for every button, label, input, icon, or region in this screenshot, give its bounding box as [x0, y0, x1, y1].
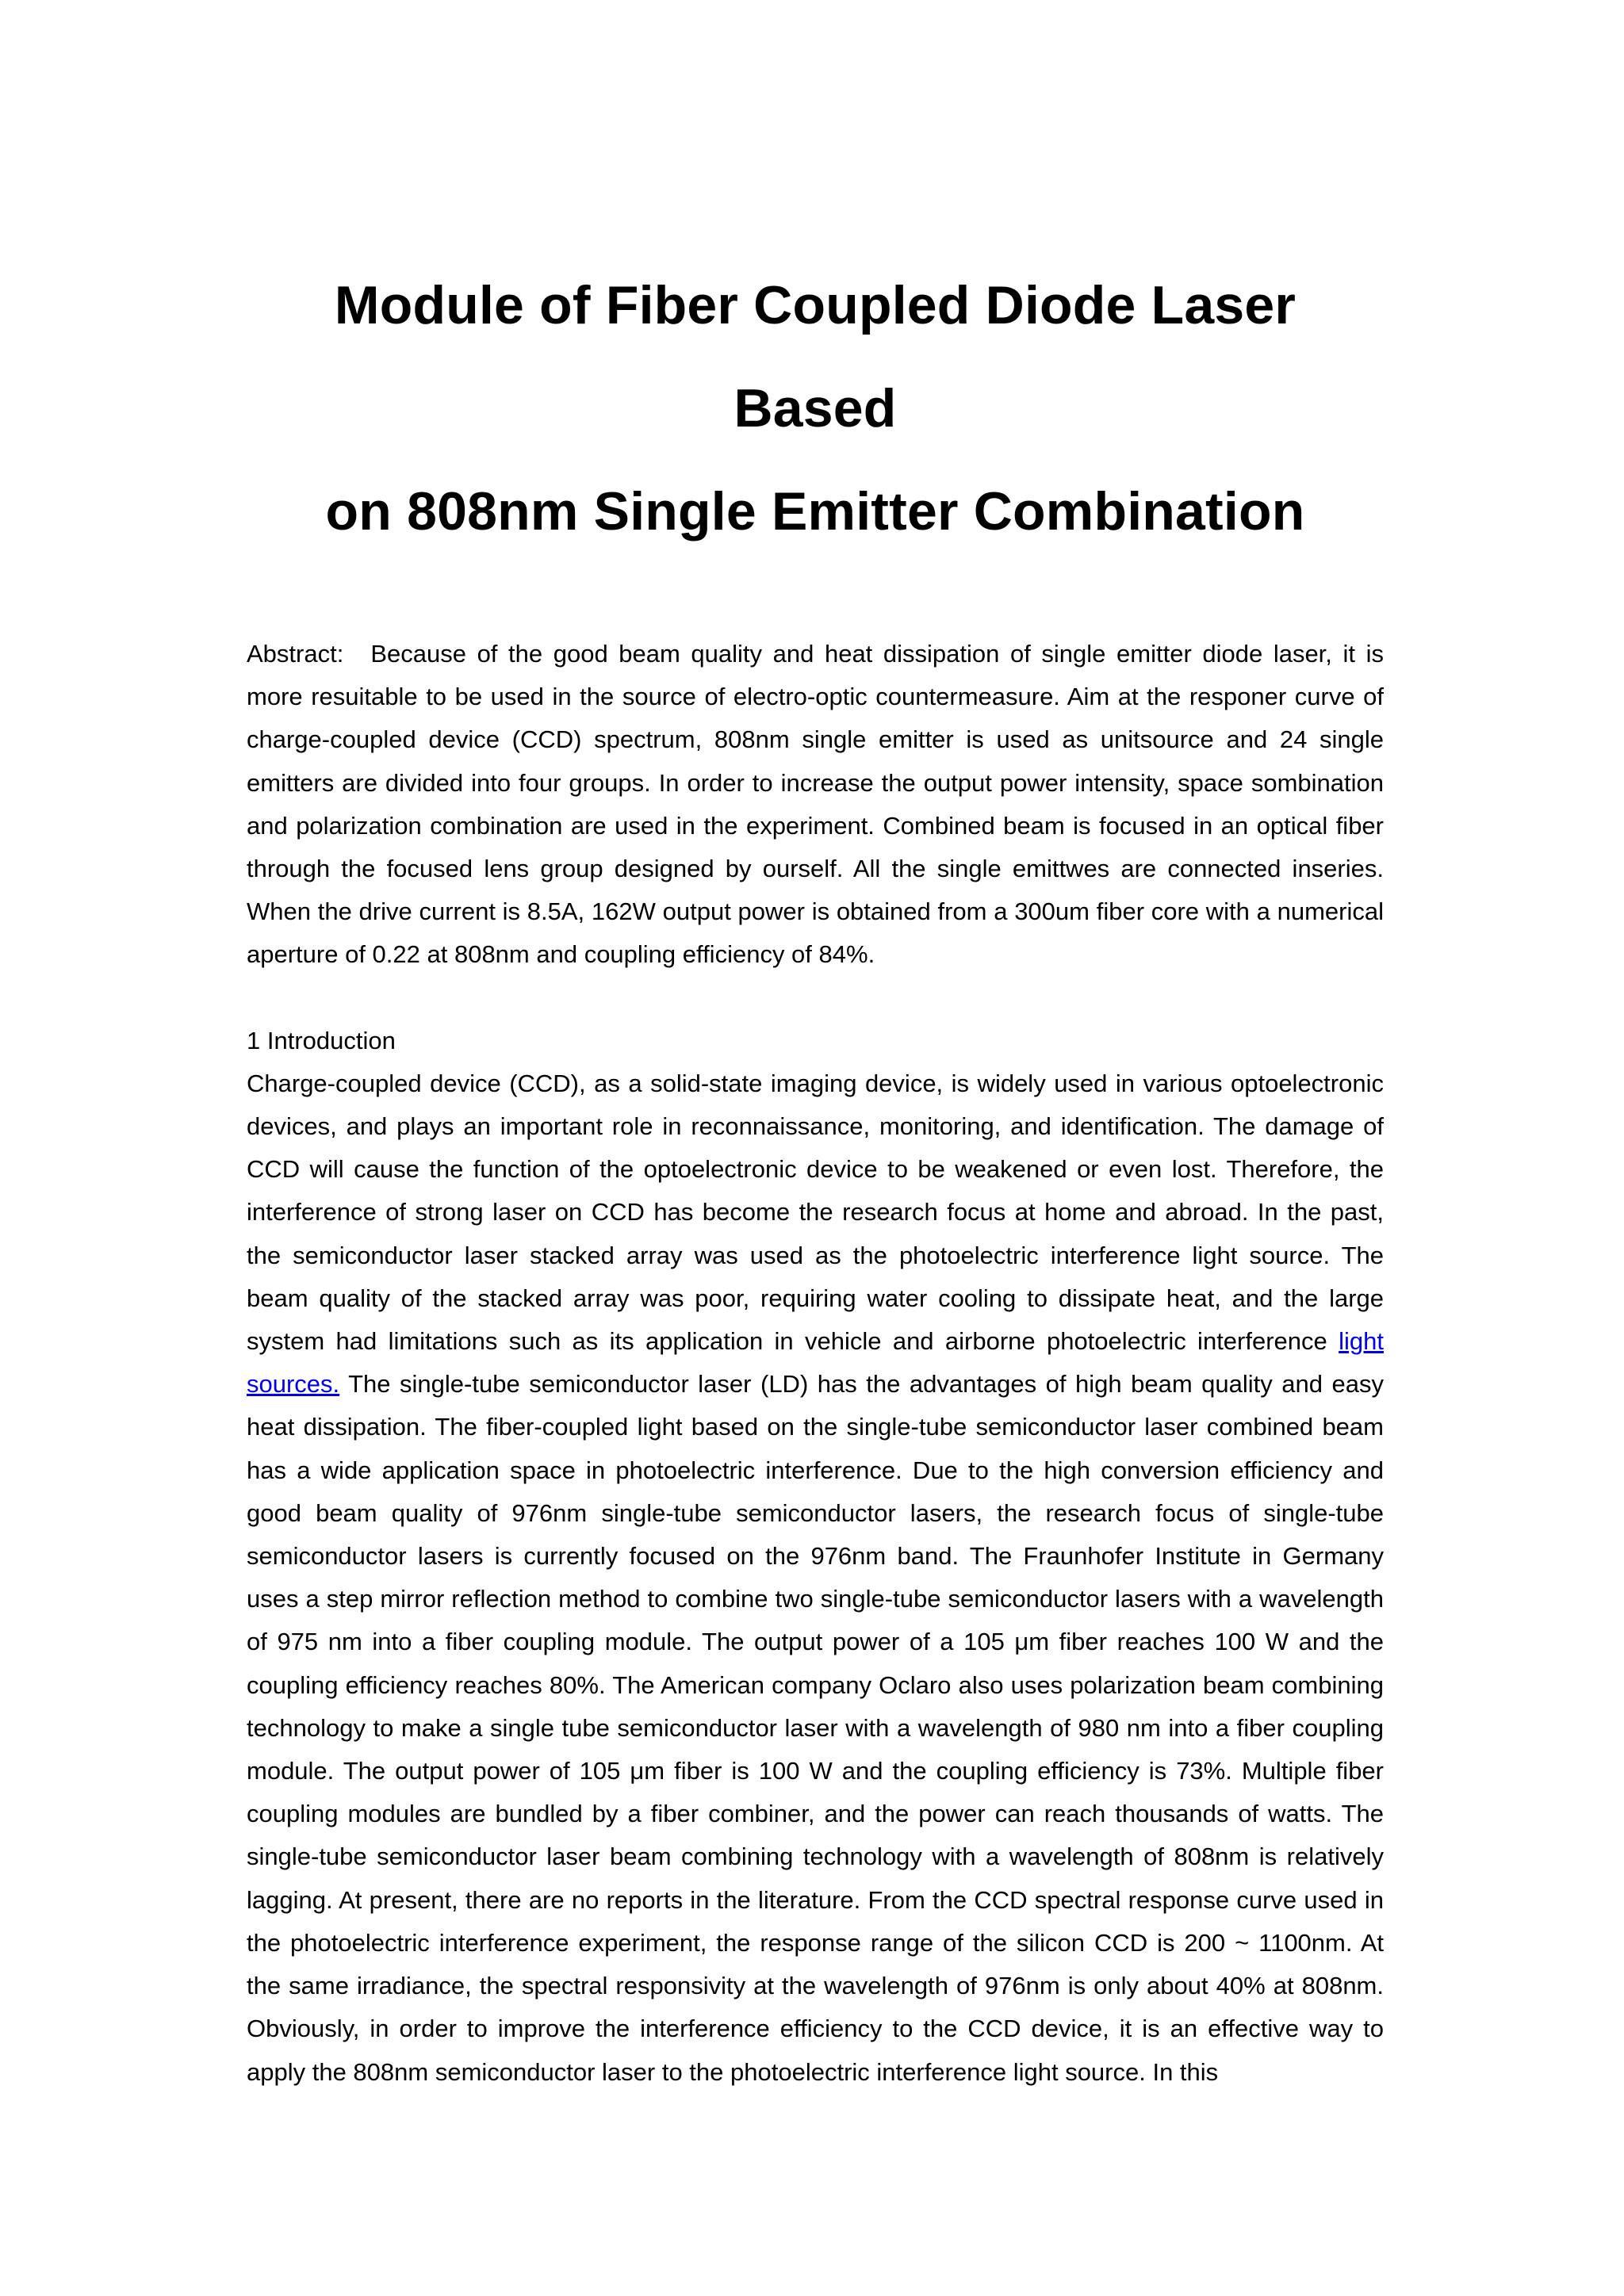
section-spacer [247, 977, 1384, 1020]
paper-title-line-1: Module of Fiber Coupled Diode Laser Based [334, 275, 1297, 438]
paper-title-line-2: on 808nm Single Emitter Combination [325, 481, 1305, 541]
paper-page [247, 254, 1384, 2094]
light-sources-link[interactable]: light sources. [247, 1327, 1384, 1399]
abstract-label: Abstract: [247, 640, 344, 668]
introduction-text-part-1: Charge-coupled device (CCD), as a solid-state imaging device, is widely used in various optoelectronic devices, and plays an important role in reconnaissance, monitoring, and identification. The damage of CCD will cause the function of the optoelectronic device to be weakened or even lost. Therefore, the interference of strong laser on CCD has become the research focus at home and abroad. In the past, the semiconductor laser stacked array was used as the photoelectric interference light source. The beam quality of the stacked array was poor, requiring water cooling to dissipate heat, and the large system had limitations such as its application in vehicle and airborne photoelectric interference [247, 1069, 1384, 1356]
paper-title [247, 254, 1384, 563]
introduction-text-part-2: The single-tube semiconductor laser (LD) has the advantages of high beam quality and easy heat dissipation. The fiber-coupled light based on the single-tube semiconductor laser combined beam has a wide application space in photoelectric interference. Due to the high conversion efficiency and good beam quality of 976nm single-tube semiconductor lasers, the research focus of single-tube semiconductor lasers is currently focused on the 976nm band. The Fraunhofer Institute in Germany uses a step mirror reflection method to combine two single-tube semiconductor lasers with a wavelength of 975 nm into a fiber coupling module. The output power of a 105 μm fiber reaches 100 W and the coupling efficiency reaches 80%. The American company Oclaro also uses polarization beam combining technology to make a single tube semiconductor laser with a wavelength of 980 nm into a fiber coupling module. The output power of 105 μm fiber is 100 W and the coupling efficiency is 73%. Multiple fiber coupling modules are bundled by a fiber combiner, and the power can reach thousands of watts. The single-tube semiconductor laser beam combining technology with a wavelength of 808nm is relatively lagging. At present, there are no reports in the literature. From the CCD spectral response curve used in the photoelectric interference experiment, the response range of the silicon CCD is 200 ~ 1100nm. At the same irradiance, the spectral responsivity at the wavelength of 976nm is only about 40% at 808nm. Obviously, in order to improve the interference efficiency to the CCD device, it is an effective way to apply the 808nm semiconductor laser to the photoelectric interference light source. In this [247, 1370, 1384, 2086]
abstract-paragraph [247, 633, 1384, 977]
abstract-text: Because of the good beam quality and heat dissipation of single emitter diode laser, it is more resuitable to be used in the source of electro-optic countermeasure. Aim at the responer curve of charge-coupled device (CCD) spectrum, 808nm single emitter is used as unitsource and 24 single emitters are divided into four groups. In order to increase the output power intensity, space sombination and polarization combination are used in the experiment. Combined beam is focused in an optical fiber through the focused lens group designed by ourself. All the single emittwes are connected inseries. When the drive current is 8.5A, 162W output power is obtained from a 300um fiber core with a numerical aperture of 0.22 at 808nm and coupling efficiency of 84%. [247, 640, 1384, 969]
introduction-paragraph [247, 1062, 1384, 2094]
introduction-heading: 1 Introduction [247, 1026, 396, 1054]
